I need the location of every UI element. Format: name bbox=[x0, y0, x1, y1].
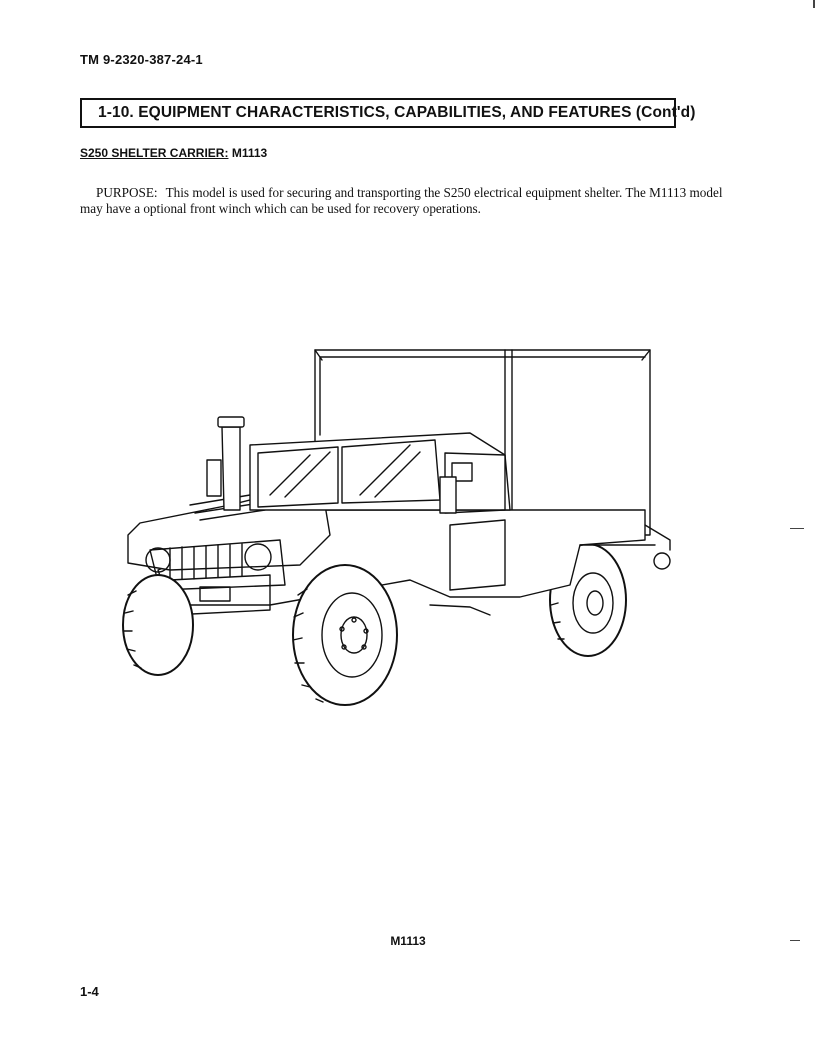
subheading bbox=[80, 146, 267, 160]
page-number: 1-4 bbox=[80, 984, 99, 999]
subheading-label: S250 SHELTER CARRIER: bbox=[80, 146, 229, 160]
purpose-paragraph bbox=[80, 185, 740, 217]
right-mirror bbox=[440, 477, 456, 513]
front-left-wheel bbox=[123, 575, 193, 675]
purpose-text: This model is used for securing and transporting the S250 electrical equipment shelter. The M1113 model may have a optional front winch which can be used for recovery operations. bbox=[80, 185, 723, 216]
scan-speck bbox=[790, 940, 800, 941]
figure-caption: M1113 bbox=[390, 934, 426, 948]
scan-speck bbox=[790, 528, 804, 529]
air-intake bbox=[218, 417, 244, 510]
scan-speck bbox=[813, 0, 815, 8]
undercarriage bbox=[430, 605, 490, 615]
section-title: 1-10. EQUIPMENT CHARACTERISTICS, CAPABILITIES, AND FEATURES (Cont'd) bbox=[98, 104, 696, 121]
tm-number: TM 9-2320-387-24-1 bbox=[80, 52, 203, 67]
front-right-wheel bbox=[293, 565, 397, 705]
section-title-box bbox=[80, 98, 696, 128]
subheading-model: M1113 bbox=[228, 146, 268, 160]
m1113-vehicle-illustration bbox=[110, 335, 690, 715]
side-mirror bbox=[207, 460, 221, 496]
purpose-label: PURPOSE: bbox=[96, 185, 158, 200]
